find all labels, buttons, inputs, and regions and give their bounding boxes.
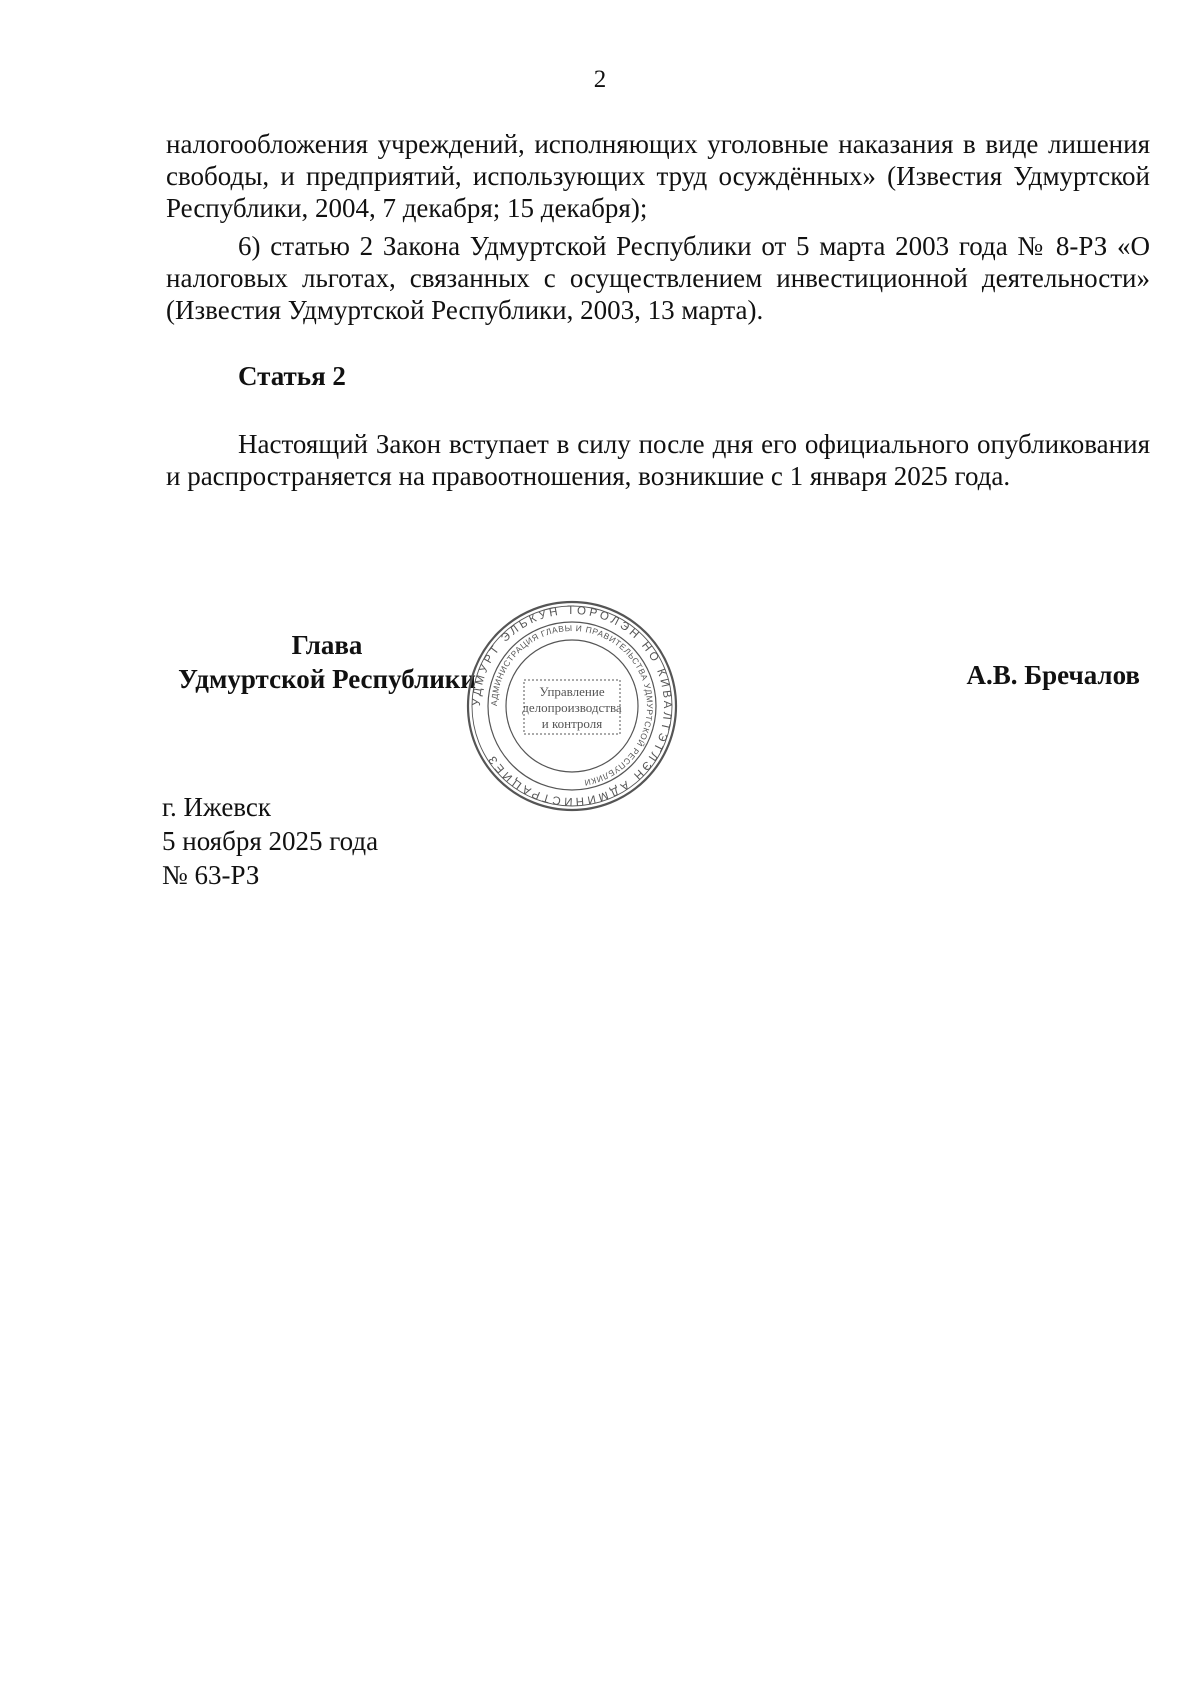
page-number: 2 — [593, 66, 607, 93]
paragraph-text: 6) статью 2 Закона Удмуртской Республики от 5 марта 2003 года № 8-РЗ «О налоговых льготах, связанных с осуществлением инвестиционной деятельности» (Известия Удмуртской Республики, 2003, 13 марта). — [166, 231, 1150, 325]
paragraph-article-2 — [166, 428, 1150, 492]
document-footer — [162, 790, 378, 892]
law-number: № 63-РЗ — [162, 860, 260, 890]
seal-inner-ring-text: АДМИНИСТРАЦИЯ ГЛАВЫ И ПРАВИТЕЛЬСТВА УДМУРТСКОЙ РЕСПУБЛИКИ — [488, 622, 656, 789]
article-heading: Статья 2 — [238, 361, 346, 391]
city: г. Ижевск — [162, 792, 272, 822]
paragraph-text: Настоящий Закон вступает в силу после дня его официального опубликования и распространяется на правоотношения, возникшие с 1 января 2025 года. — [166, 429, 1150, 491]
signing-date: 5 ноября 2025 года — [162, 826, 379, 856]
seal-center-text: делопроизводства — [522, 700, 622, 715]
paragraph-continuation — [166, 128, 1150, 224]
paragraph-text: налогообложения учреждений, исполняющих уголовные наказания в виде лишения свободы, и предприятий, использующих труд осуждённых» (Известия Удмуртской Республики, 2004, 7 декабря; 15 декабря); — [166, 129, 1150, 223]
signatory-title — [162, 628, 492, 696]
official-seal-stamp — [462, 596, 682, 816]
signatory-title-line: Удмуртской Республики — [178, 664, 476, 694]
seal-outer-ring-text: УДМУРТ ЭЛЬКУН ТОРОЛЭН НО КИВАЛТЭТЛЭН АДМИНИСТРАЦИЕЗ — [470, 604, 674, 808]
seal-center-text: и контроля — [541, 716, 603, 731]
seal-center-text: Управление — [539, 684, 605, 699]
paragraph-item-6 — [166, 230, 1150, 326]
signatory-name: А.В. Бречалов — [966, 660, 1140, 690]
signatory-title-line: Глава — [291, 630, 363, 660]
